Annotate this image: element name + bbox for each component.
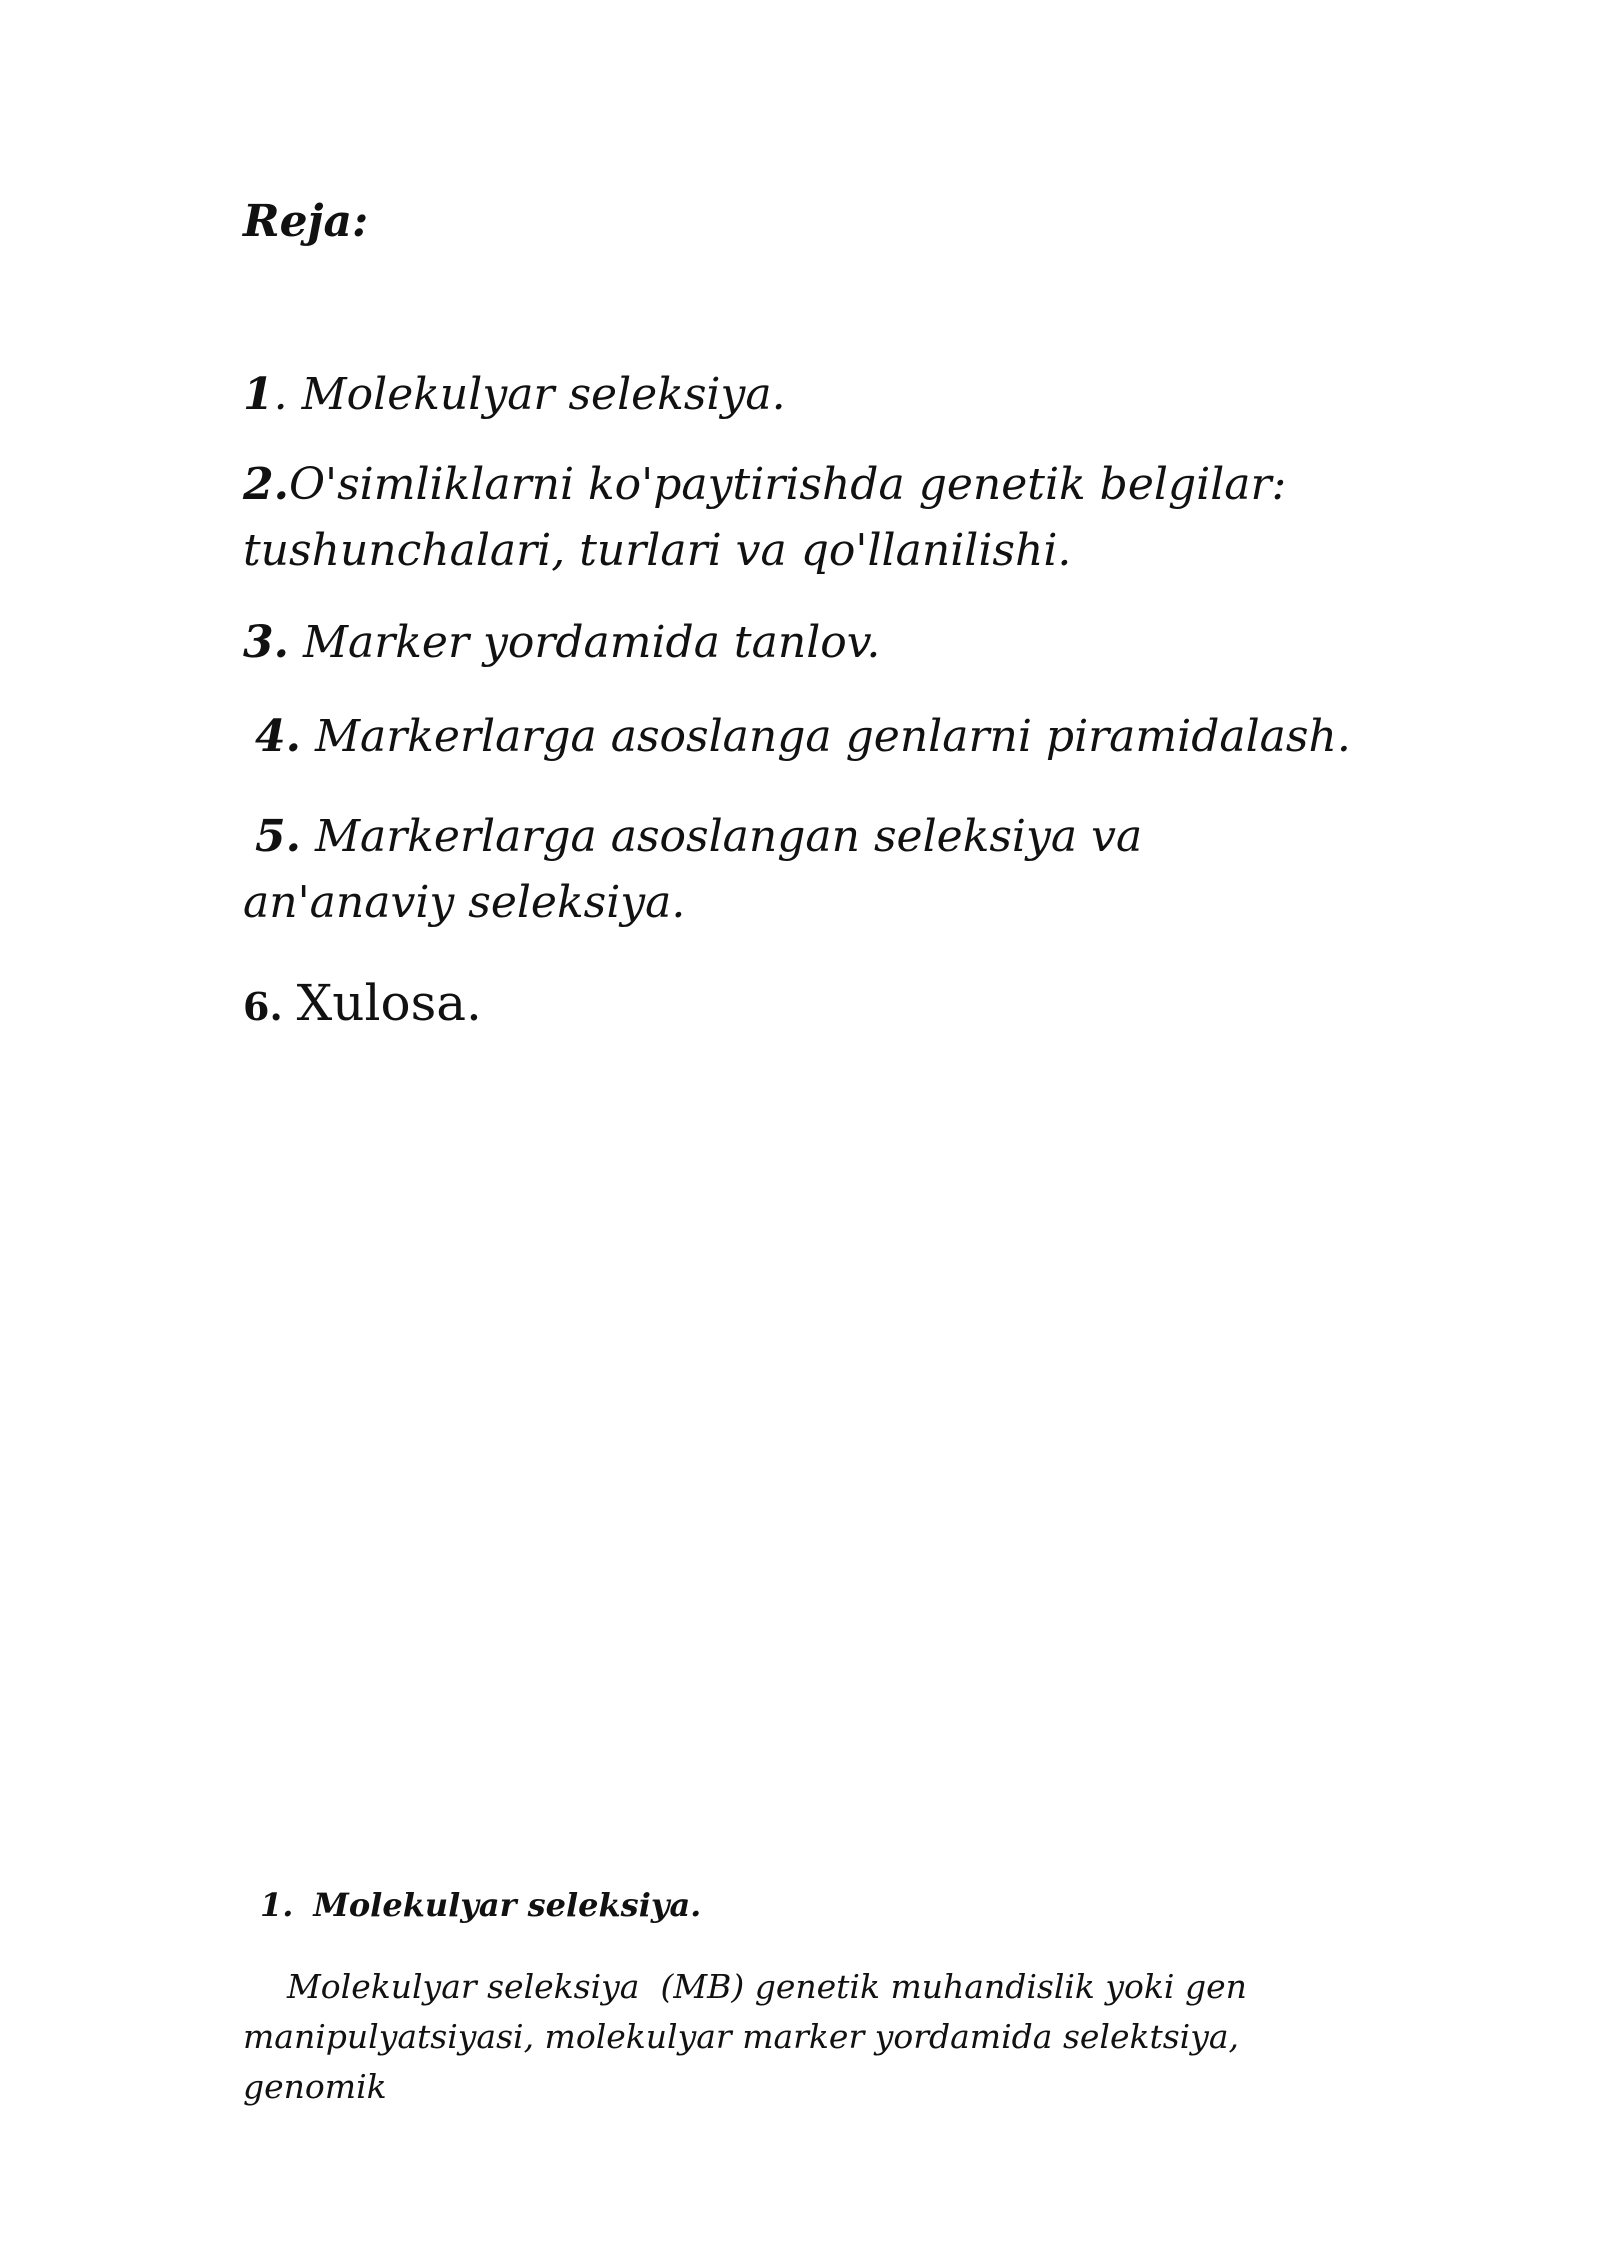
section-number: 1. (260, 1886, 294, 1924)
plan-item-text: Markerlarga asoslangan seleksiya va an'anaviy seleksiya. (243, 811, 1143, 928)
plan-item-text: O'simliklarni ko'paytirishda genetik belgilar: tushunchalari, turlari va qo'llanilishi. (243, 459, 1287, 576)
plan-item-6 (243, 970, 1363, 1040)
plan-item-number: 6. (243, 984, 283, 1029)
plan-item-separator (301, 711, 315, 762)
plan-item-4 (243, 704, 1375, 770)
plan-item-separator (301, 811, 315, 862)
paragraph-text: Molekulyar seleksiya (MB) genetik muhandislik yoki gen manipulyatsiyasi, molekulyar marker yordamida selektsiya, genomik (243, 1967, 1258, 2106)
section-paragraph (243, 1962, 1363, 2112)
section-heading (260, 1886, 701, 1924)
plan-item-number: 4. (255, 711, 301, 762)
plan-item-5 (243, 804, 1323, 936)
plan-item-number: 2. (243, 459, 289, 510)
plan-item-separator (283, 980, 297, 1031)
plan-item-1 (243, 362, 1363, 428)
plan-title: Reja: (243, 196, 369, 247)
section-title: Molekulyar seleksiya. (313, 1886, 702, 1924)
plan-item-text: Xulosa. (296, 974, 482, 1032)
plan-item-number: 5. (255, 811, 301, 862)
plan-item-text: Marker yordamida tanlov. (302, 617, 881, 668)
plan-item-separator (289, 617, 303, 668)
plan-item-text: Markerlarga asoslanga genlarni piramidalash. (314, 711, 1351, 762)
plan-item-2 (243, 452, 1363, 584)
plan-item-separator: . (273, 369, 302, 420)
plan-item-3 (243, 610, 1363, 676)
plan-item-text: Molekulyar seleksiya. (301, 369, 786, 420)
plan-item-number: 3. (243, 617, 289, 668)
plan-item-number: 1 (243, 369, 274, 420)
